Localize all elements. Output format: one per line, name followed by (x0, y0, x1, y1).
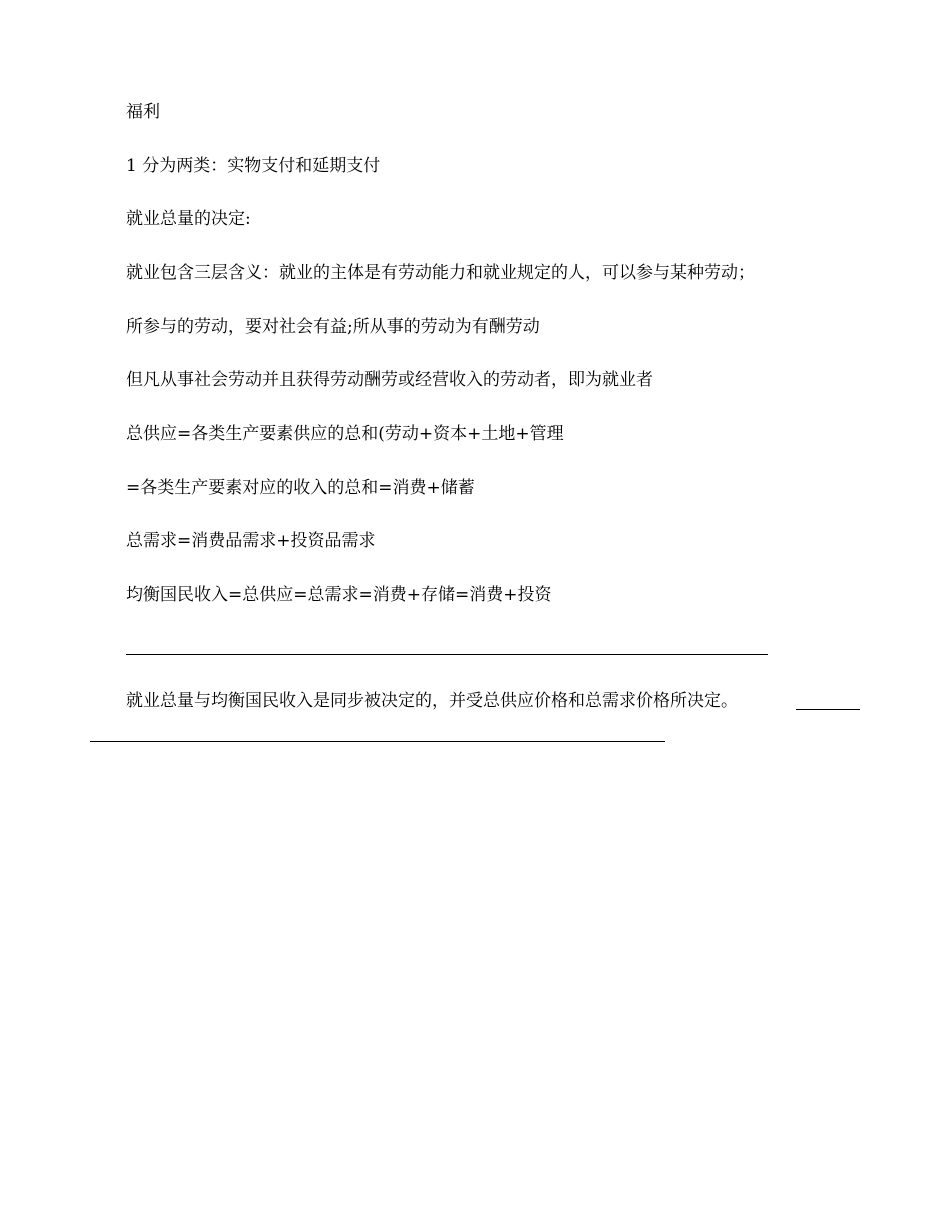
text-line-1: 福利 (126, 102, 160, 122)
text-line-4: 就业包含三层含义：就业的主体是有劳动能力和就业规定的人，可以参与某种劳动； (126, 263, 755, 283)
text-line-5: 所参与的劳动，要对社会有益;所从事的劳动为有酬劳动 (126, 317, 540, 337)
horizontal-rule-1 (126, 654, 768, 655)
text-line-8: =各类生产要素对应的收入的总和=消费+储蓄 (126, 478, 475, 498)
horizontal-rule-2 (796, 709, 860, 710)
horizontal-rule-3 (90, 741, 665, 742)
text-line-2: 1 分为两类：实物支付和延期支付 (126, 156, 381, 176)
text-line-6: 但凡从事社会劳动并且获得劳动酬劳或经营收入的劳动者，即为就业者 (126, 370, 653, 390)
text-line-11: 就业总量与均衡国民收入是同步被决定的，并受总供应价格和总需求价格所决定。 (126, 691, 738, 711)
text-line-3: 就业总量的决定: (126, 209, 251, 229)
text-line-7: 总供应=各类生产要素供应的总和(劳动+资本+土地+管理 (126, 424, 564, 444)
text-line-10: 均衡国民收入=总供应=总需求=消费+存储=消费+投资 (126, 585, 552, 605)
text-line-9: 总需求=消费品需求+投资品需求 (126, 531, 376, 551)
